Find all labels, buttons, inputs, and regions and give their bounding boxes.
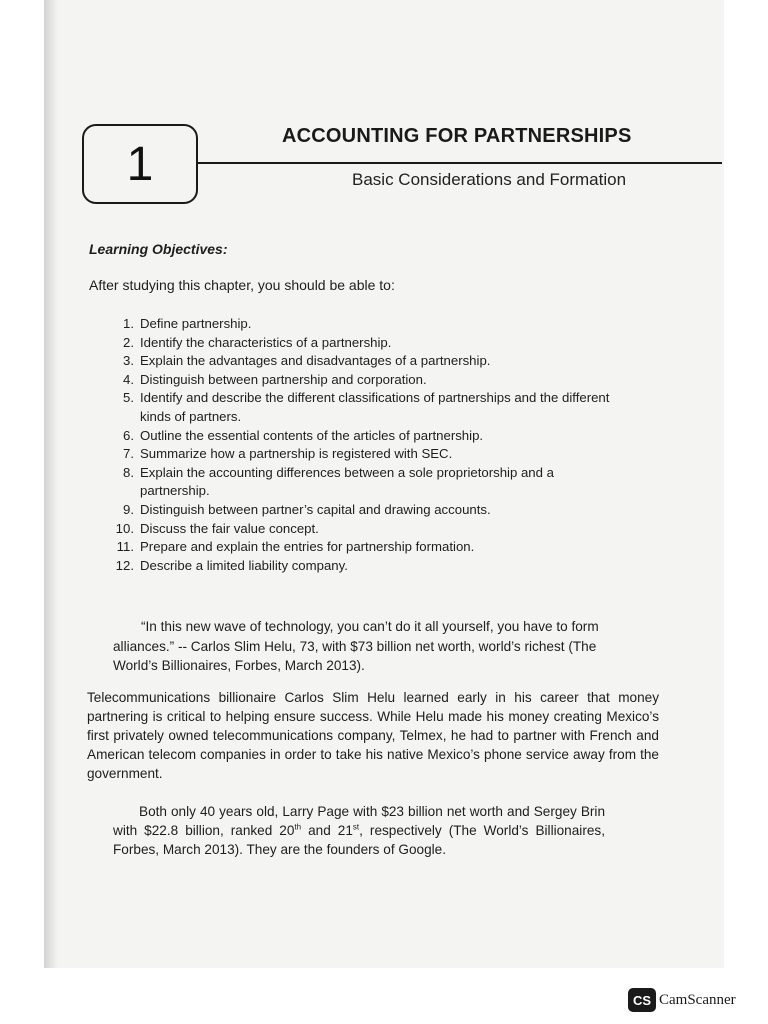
ordinal-suffix-th: th [294, 822, 302, 832]
objective-item [100, 501, 620, 520]
objective-text: Identify the characteristics of a partnership. [140, 334, 392, 350]
objective-item [100, 557, 620, 576]
objective-number: 10. [115, 520, 134, 536]
objective-text: Prepare and explain the entries for partnership formation. [140, 539, 475, 555]
paragraph-2-text-c: , respectively (The World’s Billionaires, Forbes, March 2013). They are the founders of Google. [113, 823, 605, 857]
objective-number: 7. [123, 446, 134, 462]
title-rule [196, 162, 722, 164]
objective-text: Identify and describe the different classifications of partnerships and the different kinds of partners. [140, 390, 610, 424]
objective-item [100, 464, 620, 501]
objective-text: Distinguish between partner’s capital and drawing accounts. [140, 501, 491, 517]
objective-text: Summarize how a partnership is registered with SEC. [140, 446, 453, 462]
objective-number: 6. [123, 427, 134, 443]
chapter-subtitle: Basic Considerations and Formation [352, 170, 627, 189]
body-paragraph-2 [113, 802, 605, 859]
learning-objectives-heading: Learning Objectives: [89, 241, 228, 257]
objective-number: 5. [123, 390, 134, 406]
objective-number: 3. [123, 353, 134, 369]
objective-number: 9. [123, 501, 134, 517]
objective-number: 2. [123, 334, 134, 350]
paragraph-2-text-b: and 21 [301, 823, 353, 838]
objective-text: Describe a limited liability company. [140, 557, 348, 573]
objective-number: 11. [116, 539, 134, 555]
objective-item [100, 352, 620, 371]
objective-text: Outline the essential contents of the articles of partnership. [140, 427, 484, 443]
camscanner-logo-icon: CS [628, 988, 656, 1012]
chapter-number-box [82, 124, 198, 204]
learning-objectives-list [100, 315, 620, 575]
ordinal-suffix-st: st [352, 822, 360, 832]
objective-item [100, 389, 620, 426]
objective-item [100, 334, 620, 353]
objective-number: 4. [123, 371, 134, 387]
objective-item [100, 315, 620, 334]
paragraph-2-text-a: Both only 40 years old, Larry Page with $23 billion net worth and Sergey Brin with $22.8 billion, ranked 20 [113, 804, 605, 838]
camscanner-name: CamScanner [659, 991, 736, 1008]
camscanner-watermark [628, 988, 736, 1012]
objective-text: Distinguish between partnership and corporation. [140, 371, 427, 387]
objective-item [100, 520, 620, 539]
objective-text: Define partnership. [140, 316, 252, 331]
chapter-title: ACCOUNTING FOR PARTNERSHIPS [282, 125, 632, 147]
chapter-number: 1 [126, 137, 154, 191]
objective-number: 12. [115, 557, 134, 573]
opening-quote: “In this new wave of technology, you can’t do it all yourself, you have to form alliances.” -- Carlos Slim Helu, 73, with $73 billion net worth, world’s richest (The World’s Billionaires, Forbes, March 2013). [113, 619, 599, 674]
body-paragraph-1: Telecommunications billionaire Carlos Slim Helu learned early in his career that money partnering is critical to helping ensure success. While Helu made his money creating Mexico’s first privately owned telecommunications company, Telmex, he had to partner with French and American telecom companies in order to take his native Mexico’s phone service away from the government. [87, 690, 659, 781]
objective-item [100, 371, 620, 390]
page-edge-shadow [44, 0, 58, 968]
objective-item [100, 538, 620, 557]
objective-text: Explain the advantages and disadvantages of a partnership. [140, 353, 491, 369]
objective-text: Explain the accounting differences between a sole proprietorship and a partnership. [140, 464, 554, 499]
objective-text: Discuss the fair value concept. [140, 520, 319, 536]
objective-item [100, 427, 620, 446]
objective-item [100, 445, 620, 464]
objective-number: 1. [123, 316, 134, 331]
learning-objectives-intro: After studying this chapter, you should be able to: [89, 277, 395, 293]
objective-number: 8. [123, 464, 134, 480]
